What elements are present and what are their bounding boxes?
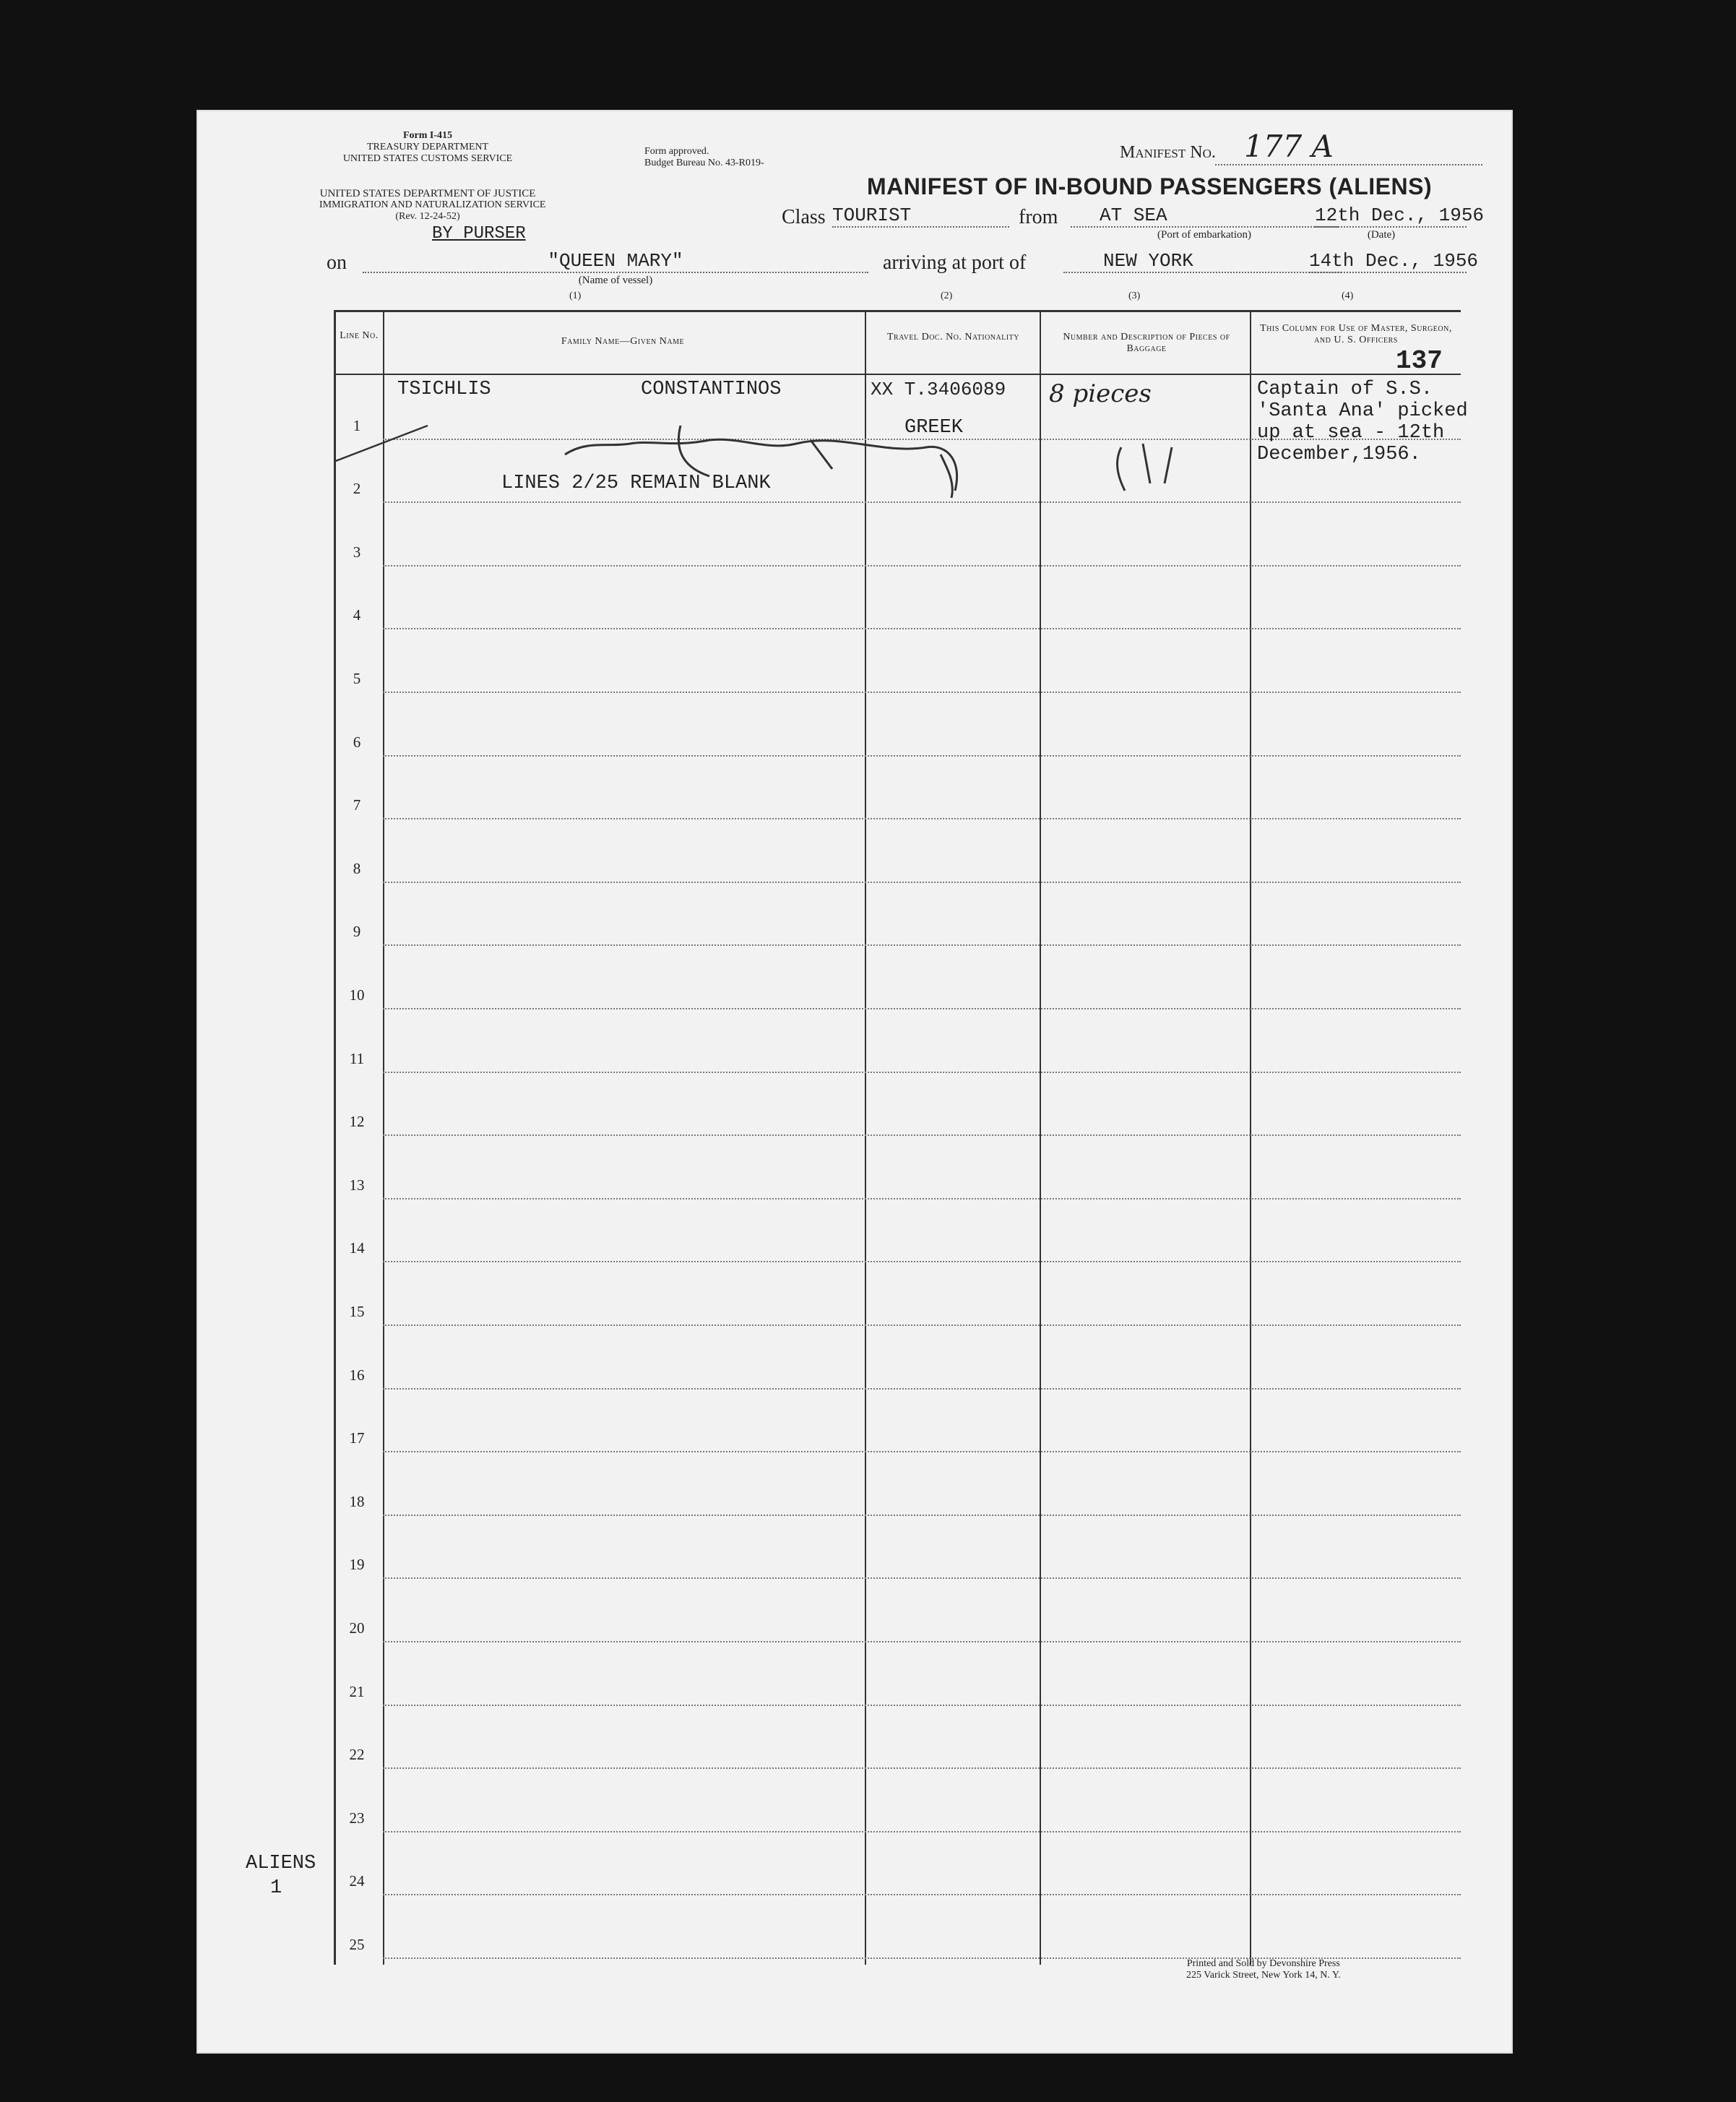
table-row-rule <box>383 1324 1461 1326</box>
header-rule <box>334 374 1461 375</box>
column-number-4: (4) <box>1342 290 1354 301</box>
handwritten-scribble <box>334 382 1273 498</box>
justice-block <box>319 188 546 223</box>
baggage-cell: 8 pieces <box>1049 379 1152 408</box>
table-left-border <box>334 310 336 1965</box>
line-number: 13 <box>349 1176 365 1194</box>
table-row-rule <box>383 1008 1461 1009</box>
printer-line-2: 225 Varick Street, New York 14, N. Y. <box>1186 1970 1341 1981</box>
table-row-rule <box>383 628 1461 629</box>
remark-line-3: up at sea - 12th <box>1257 422 1445 444</box>
table-row-rule <box>383 1134 1461 1136</box>
line-number: 8 <box>353 859 361 877</box>
customs-service: UNITED STATES CUSTOMS SERVICE <box>342 153 513 164</box>
form-revision: (Rev. 12-24-52) <box>395 211 460 222</box>
nationality-cell: GREEK <box>904 417 964 439</box>
form-approved: Form approved. <box>644 146 709 157</box>
table-row-rule <box>383 1261 1461 1262</box>
remark-line-1: Captain of S.S. <box>1257 379 1433 400</box>
table-row-rule <box>383 1388 1461 1390</box>
line-number: 22 <box>349 1746 365 1764</box>
arriving-label: arriving at port of <box>883 251 1027 274</box>
table-row-rule <box>383 1831 1461 1832</box>
table-row-rule <box>383 1515 1461 1516</box>
line-number: 17 <box>349 1429 365 1447</box>
line-number: 4 <box>353 606 361 624</box>
remark-line-4: December,1956. <box>1257 444 1421 465</box>
aliens-label: ALIENS <box>246 1853 316 1874</box>
column-number-3: (3) <box>1128 290 1141 301</box>
header-officers: This Column for Use of Master, Surgeon, and U. S. Officers <box>1260 323 1452 345</box>
treasury-dept: TREASURY DEPARTMENT <box>366 142 489 152</box>
vessel-caption: (Name of vessel) <box>578 275 653 286</box>
vessel-name: "QUEEN MARY" <box>363 250 868 273</box>
divider-line-col <box>383 310 384 1965</box>
line-number: 11 <box>349 1049 365 1067</box>
arrival-date-2: 14th Dec., 1956 <box>1309 250 1479 272</box>
prepared-by: BY PURSER <box>432 224 526 244</box>
page-title: MANIFEST OF IN-BOUND PASSENGERS (ALIENS) <box>867 173 1433 199</box>
manifest-sheet <box>197 110 1513 2054</box>
from-label: from <box>1019 206 1058 228</box>
blank-lines-note: LINES 2/25 REMAIN BLANK <box>501 473 771 494</box>
table-row-rule <box>383 818 1461 819</box>
table-row-rule <box>383 882 1461 883</box>
from-value: AT SEA <box>1071 204 1338 228</box>
line-number: 2 <box>353 480 361 498</box>
line-number: 14 <box>349 1239 365 1257</box>
form-number: Form I-415 <box>402 130 453 141</box>
table-row-rule <box>383 1894 1461 1895</box>
header-line-no: Line No. <box>340 330 379 341</box>
table-row-rule <box>383 565 1461 567</box>
table-row-rule <box>383 1072 1461 1073</box>
embarkation-caption: (Port of embarkation) <box>1157 229 1251 241</box>
header-travel-doc: Travel Doc. No. Nationality <box>886 332 1020 343</box>
form-agency-block <box>319 130 536 165</box>
table-row-rule <box>383 1198 1461 1199</box>
officer-number: 137 <box>1396 346 1443 376</box>
date-caption: (Date) <box>1367 229 1396 241</box>
table-row-rule <box>383 692 1461 693</box>
line-number: 20 <box>349 1619 365 1637</box>
travel-doc-cell: XX T.3406089 <box>871 379 1006 400</box>
line-number: 21 <box>349 1682 365 1700</box>
passenger-table <box>334 310 1468 1965</box>
table-row-rule <box>383 1641 1461 1642</box>
line-number: 16 <box>349 1366 365 1384</box>
table-row-rule <box>383 755 1461 757</box>
port-of-arrival: NEW YORK <box>1063 250 1342 273</box>
table-row-rule <box>383 1705 1461 1706</box>
line-number: 19 <box>349 1556 365 1574</box>
line-number: 7 <box>353 796 361 814</box>
given-name-cell: CONSTANTINOS <box>641 379 782 400</box>
table-row-rule <box>383 1767 1461 1769</box>
table-row-rule <box>383 1577 1461 1579</box>
line-number: 18 <box>349 1492 365 1510</box>
line-number: 9 <box>353 923 361 941</box>
header-baggage: Number and Description of Pieces of Baggage <box>1063 332 1230 354</box>
ins-service: IMMIGRATION AND NATURALIZATION SERVICE <box>319 199 546 210</box>
aliens-count: 1 <box>270 1877 282 1899</box>
line-number: 24 <box>349 1872 365 1890</box>
line-number: 5 <box>353 670 361 687</box>
table-top-border <box>334 310 1461 312</box>
remark-line-2: 'Santa Ana' picked <box>1257 400 1468 422</box>
table-row-rule <box>383 1451 1461 1452</box>
manifest-no-label: Manifest No. <box>1120 143 1216 162</box>
printer-credit <box>1186 1958 1341 1981</box>
family-name-cell: TSICHLIS <box>397 379 491 400</box>
column-number-2: (2) <box>941 290 953 301</box>
budget-bureau: Budget Bureau No. 43-R019- <box>644 158 764 168</box>
class-value: TOURIST <box>832 204 1009 228</box>
line-number: 15 <box>349 1303 365 1320</box>
line-number: 3 <box>353 543 361 561</box>
approval-block <box>644 146 764 169</box>
arrival-date-1: 12th Dec., 1956 <box>1315 204 1485 226</box>
printer-line-1: Printed and Sold by Devonshire Press <box>1186 1958 1340 1969</box>
divider-doc-col <box>1040 310 1041 1965</box>
on-label: on <box>327 251 347 274</box>
line-number: 12 <box>349 1113 365 1131</box>
justice-dept: UNITED STATES DEPARTMENT OF JUSTICE <box>319 188 536 199</box>
line-number: 25 <box>349 1936 365 1953</box>
line-number: 23 <box>349 1809 365 1827</box>
column-number-1: (1) <box>569 290 582 301</box>
divider-baggage-col <box>1250 310 1251 1965</box>
line-number: 10 <box>349 986 365 1004</box>
table-row-rule <box>383 944 1461 946</box>
table-row-rule <box>383 501 1461 503</box>
class-label: Class <box>782 206 826 228</box>
manifest-no-value: 177 A <box>1215 129 1482 165</box>
line-number: 6 <box>353 733 361 751</box>
divider-name-col <box>865 310 866 1965</box>
header-family-name: Family Name—Given Name <box>561 336 685 347</box>
line-number: 1 <box>353 416 361 434</box>
